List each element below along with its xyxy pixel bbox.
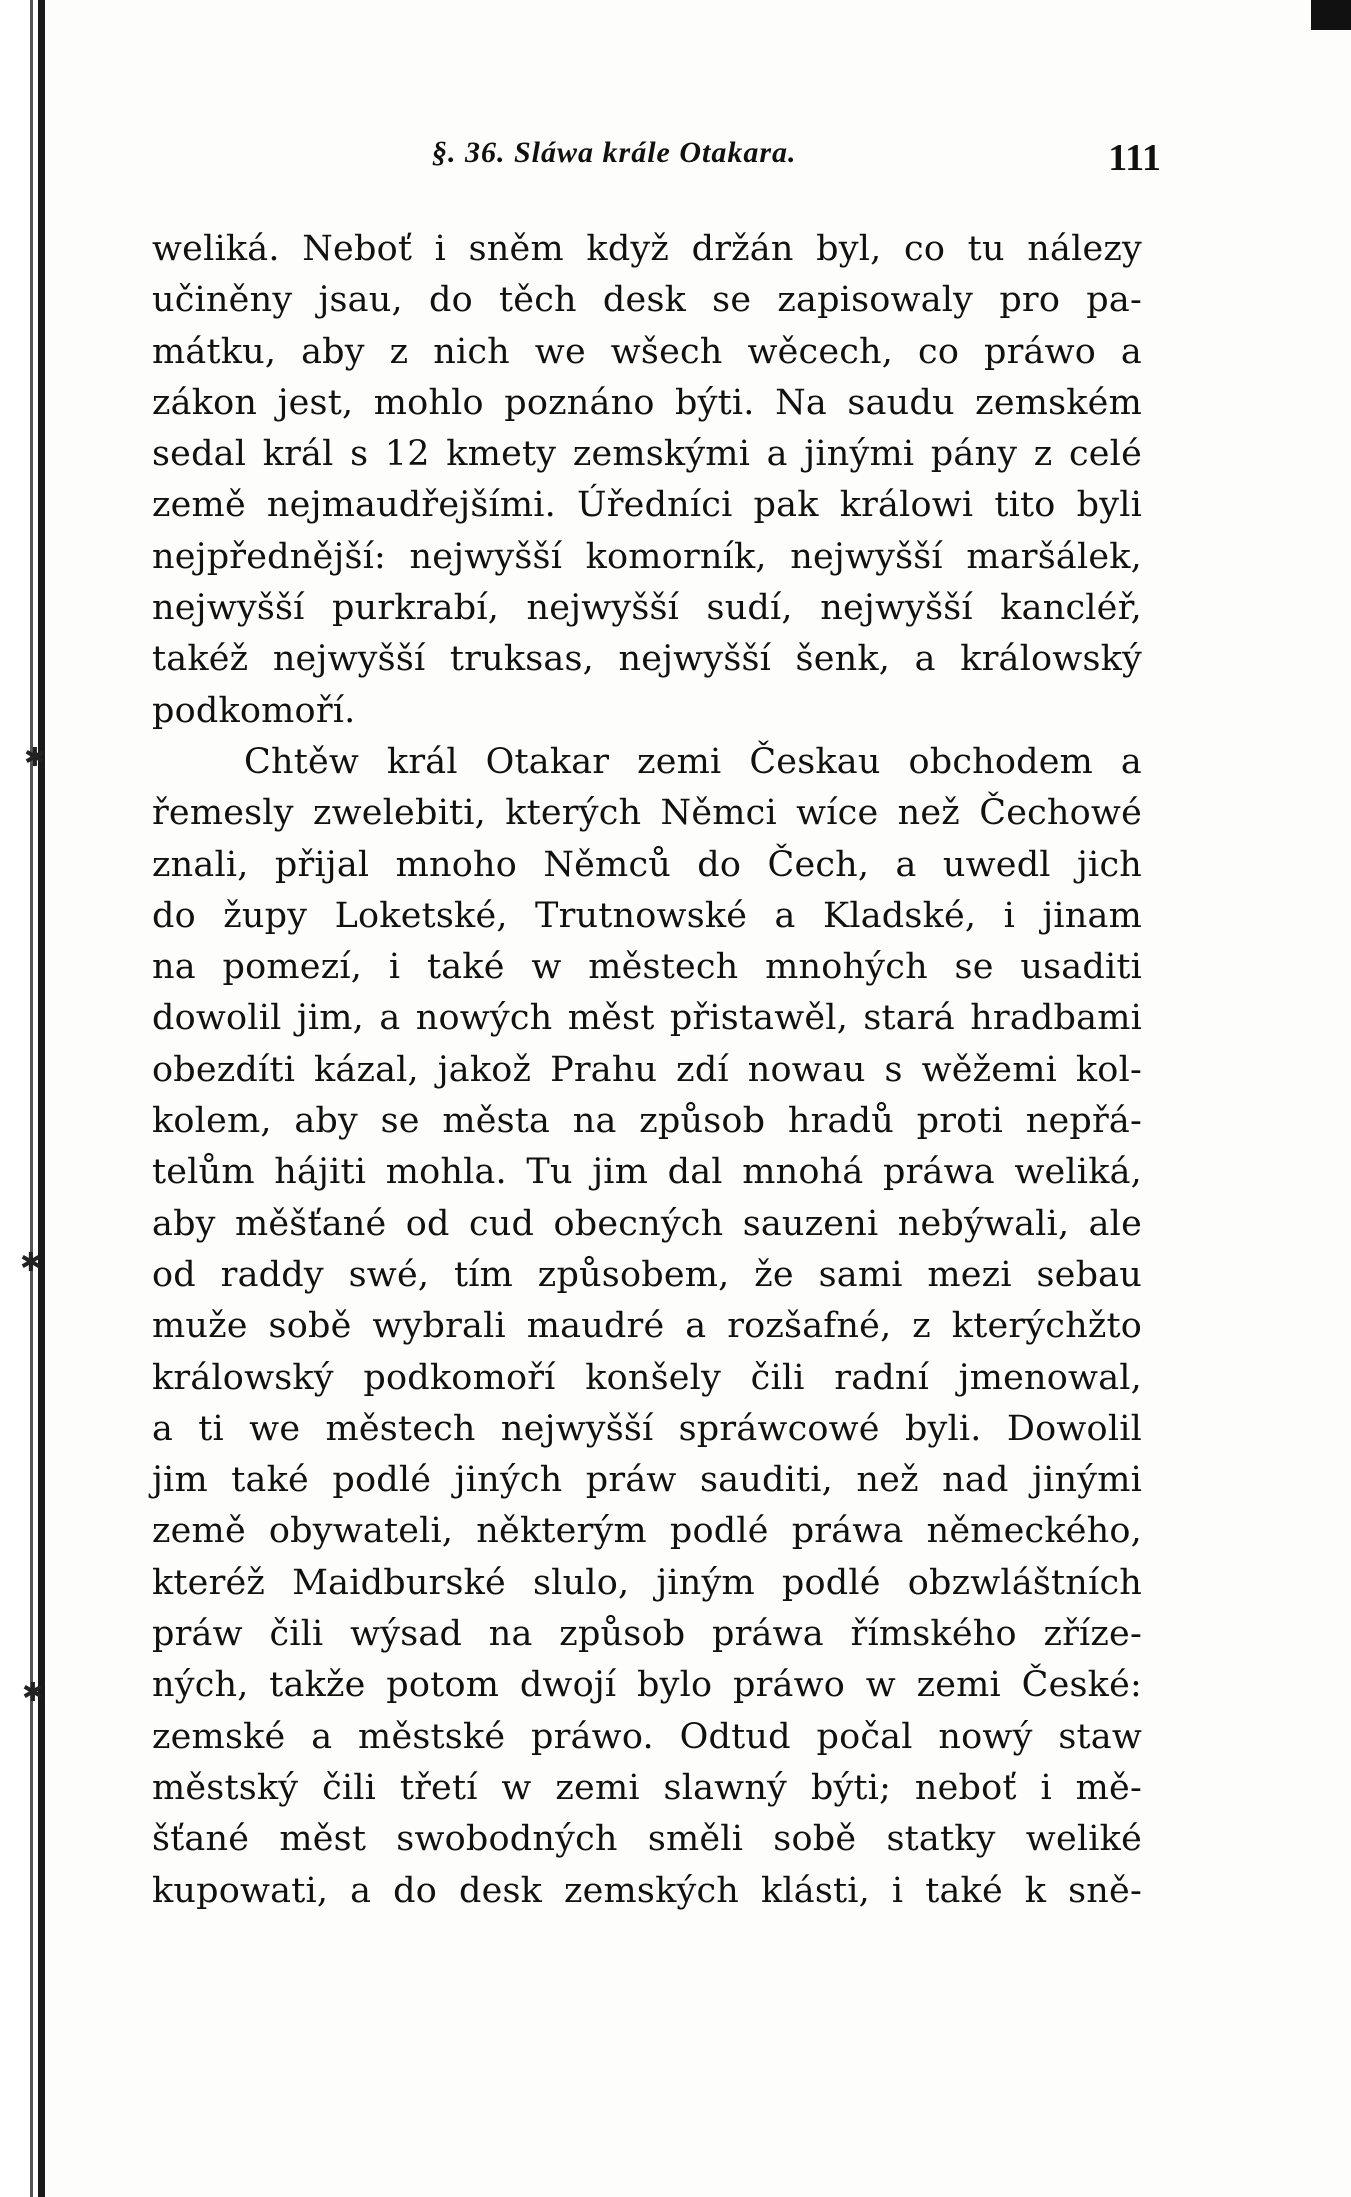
- page-number: 111: [1108, 137, 1161, 179]
- text-line: země obywateli, některým podlé práwa německého,: [152, 1511, 1142, 1552]
- scan-mark: ✱: [22, 1678, 44, 1708]
- text-line: nejpřednější: nejwyšší komorník, nejwyšší maršálek,: [152, 536, 1142, 577]
- text-line: jim také podlé jiných práw sauditi, než nad jinými: [152, 1460, 1142, 1501]
- text-line: obezdíti kázal, jakož Prahu zdí nowau s wěžemi kol-: [152, 1049, 1142, 1090]
- text-line: kupowati, a do desk zemských klásti, i také k sně-: [152, 1870, 1142, 1911]
- text-line: králowský podkomoří konšely čili radní jmenowal,: [152, 1357, 1142, 1398]
- scan-binding-edge: [0, 0, 48, 2197]
- binding-line: [38, 0, 45, 2197]
- text-line: zemské a městské práwo. Odtud počal nowý staw: [152, 1716, 1142, 1757]
- text-line: nejwyšší purkrabí, nejwyšší sudí, nejwyšší kancléř,: [152, 588, 1142, 629]
- text-line: muže sobě wybrali maudré a rozšafné, z kterýchžto: [152, 1306, 1142, 1347]
- text-line: weliká. Neboť i sněm když držán byl, co tu nálezy: [152, 229, 1142, 269]
- text-line: šťané měst swobodných směli sobě statky weliké: [152, 1819, 1142, 1860]
- text-line: řemesly zwelebiti, kterých Němci wíce než Čechowé: [152, 793, 1142, 834]
- binding-shadow-line: [30, 0, 33, 2197]
- text-line: učiněny jsau, do těch desk se zapisowaly pro pa-: [152, 280, 1142, 321]
- text-line: městský čili třetí w zemi slawný býti; neboť i mě-: [152, 1767, 1142, 1808]
- body-text: [152, 224, 1142, 1917]
- text-line: znali, přijal mnoho Němců do Čech, a uwedl jich: [152, 844, 1142, 885]
- text-line: práw čili wýsad na způsob práwa římského zřízе-: [152, 1614, 1142, 1655]
- text-line: dowolil jim, a nowých měst přistawěl, stará hradbami: [152, 998, 1142, 1039]
- text-line: kteréž Maidburské slulo, jiným podlé obzwláštních: [152, 1562, 1142, 1603]
- running-title: §. 36. Sláwa krále Otakara.: [432, 136, 797, 169]
- scan-corner-shadow: [1311, 0, 1351, 30]
- text-line: telům hájiti mohla. Tu jim dal mnohá práwa weliká,: [152, 1152, 1142, 1193]
- scan-mark: ✱: [24, 743, 46, 773]
- page-header: [150, 130, 1161, 190]
- text-line: na pomezí, i také w městech mnohých se usaditi: [152, 947, 1142, 988]
- text-line: kolem, aby se města na způsob hradů proti nepřá-: [152, 1101, 1142, 1142]
- scan-mark: ✱: [20, 1248, 42, 1278]
- text-line: země nejmaudřejšími. Úředníci pak králowi tito byli: [152, 485, 1142, 526]
- text-line: sedal král s 12 kmety zemskými a jinými pány z celé: [152, 434, 1142, 475]
- text-line: mátku, aby z nich we wšech wěcech, co práwo a: [152, 331, 1142, 372]
- text-line: podkomoří.: [152, 690, 356, 731]
- text-line: do župy Loketské, Trutnowské a Kladské, i jinam: [152, 895, 1142, 936]
- text-line: zákon jest, mohlo poznáno býti. Na saudu zemském: [152, 382, 1142, 423]
- text-line: aby měšťané od cud obecných sauzeni nebýwali, ale: [152, 1203, 1142, 1244]
- text-line: ných, takže potom dwojí bylo práwo w zemi České:: [152, 1665, 1142, 1706]
- text-line: a ti we městech nejwyšší spráwcowé byli. Dowolil: [152, 1408, 1142, 1449]
- text-line: takéž nejwyšší truksas, nejwyšší šenk, a králowský: [152, 639, 1142, 680]
- text-line: od raddy swé, tím způsobem, že sami mezi sebau: [152, 1254, 1142, 1295]
- paragraph-start-line: Chtěw král Otakar zemi Českau obchodem a: [244, 741, 1142, 782]
